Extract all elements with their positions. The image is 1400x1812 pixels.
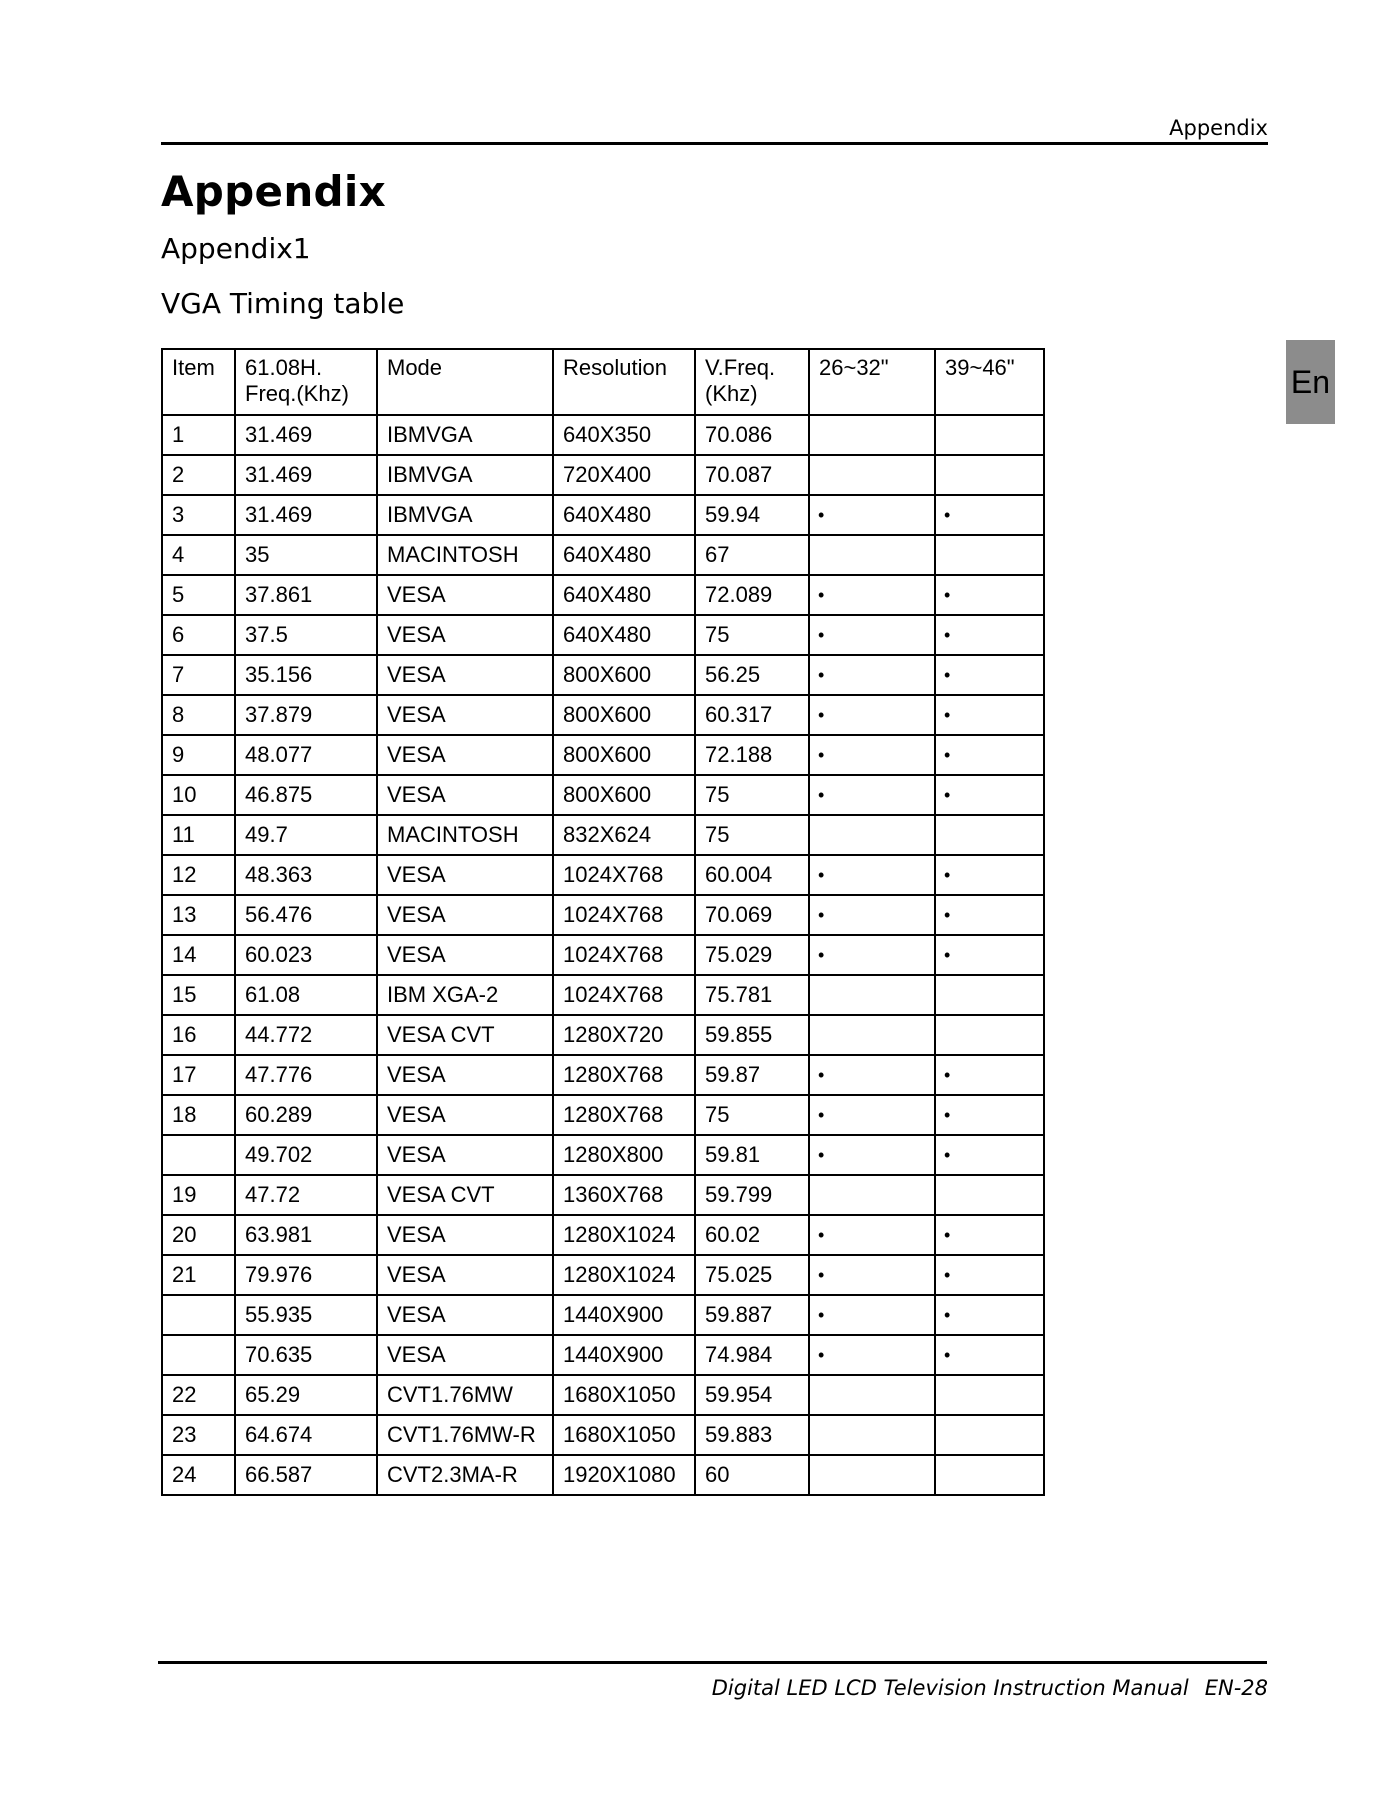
table-cell: 1: [162, 415, 235, 455]
table-cell: 7: [162, 655, 235, 695]
table-cell: 1680X1050: [553, 1375, 695, 1415]
table-cell: [162, 1335, 235, 1375]
table-cell: [935, 1455, 1044, 1495]
header-cell: Item: [162, 349, 235, 415]
header-cell: V.Freq. (Khz): [695, 349, 809, 415]
table-title: VGA Timing table: [161, 287, 405, 320]
table-cell: 56.476: [235, 895, 377, 935]
table-row: [162, 1415, 1044, 1455]
table-cell: 4: [162, 535, 235, 575]
table-cell: •: [809, 855, 935, 895]
table-cell: [935, 415, 1044, 455]
table-row: [162, 855, 1044, 895]
table-row: [162, 815, 1044, 855]
table-row: [162, 655, 1044, 695]
table-cell: VESA: [377, 1255, 553, 1295]
table-cell: •: [935, 895, 1044, 935]
table-cell: VESA: [377, 1055, 553, 1095]
table-cell: •: [935, 1095, 1044, 1135]
table-cell: 59.855: [695, 1015, 809, 1055]
table-cell: [935, 1175, 1044, 1215]
table-cell: [809, 455, 935, 495]
table-cell: •: [809, 895, 935, 935]
page-title: Appendix: [161, 167, 386, 216]
table-cell: 22: [162, 1375, 235, 1415]
table-cell: 2: [162, 455, 235, 495]
table-cell: •: [809, 1215, 935, 1255]
table-cell: VESA: [377, 1095, 553, 1135]
table-body: [162, 415, 1044, 1495]
table-cell: IBMVGA: [377, 455, 553, 495]
table-cell: MACINTOSH: [377, 535, 553, 575]
table-cell: VESA: [377, 1335, 553, 1375]
table-cell: 18: [162, 1095, 235, 1135]
table-cell: 47.776: [235, 1055, 377, 1095]
table-cell: 49.702: [235, 1135, 377, 1175]
table-cell: 1280X720: [553, 1015, 695, 1055]
table-cell: 67: [695, 535, 809, 575]
table-cell: 47.72: [235, 1175, 377, 1215]
table-row: [162, 1295, 1044, 1335]
table-cell: 1024X768: [553, 895, 695, 935]
table-cell: [809, 1015, 935, 1055]
table-cell: •: [809, 1335, 935, 1375]
table-cell: 60.02: [695, 1215, 809, 1255]
table-cell: [935, 1375, 1044, 1415]
table-cell: 37.5: [235, 615, 377, 655]
table-cell: •: [935, 495, 1044, 535]
table-cell: 20: [162, 1215, 235, 1255]
table-cell: CVT1.76MW-R: [377, 1415, 553, 1455]
table-cell: 75.781: [695, 975, 809, 1015]
running-header: Appendix: [1169, 116, 1268, 140]
table-row: [162, 935, 1044, 975]
table-cell: 61.08: [235, 975, 377, 1015]
table-cell: •: [809, 1295, 935, 1335]
table-cell: 832X624: [553, 815, 695, 855]
table-cell: 59.954: [695, 1375, 809, 1415]
table-cell: •: [809, 575, 935, 615]
table-cell: [935, 1415, 1044, 1455]
table-cell: •: [935, 1135, 1044, 1175]
table-row: [162, 535, 1044, 575]
appendix-subtitle: Appendix1: [161, 232, 311, 265]
table-cell: VESA: [377, 615, 553, 655]
table-cell: 19: [162, 1175, 235, 1215]
table-row: [162, 575, 1044, 615]
table-row: [162, 455, 1044, 495]
table-row: [162, 1375, 1044, 1415]
footer-rule: [158, 1661, 1267, 1664]
table-cell: 37.861: [235, 575, 377, 615]
table-cell: 59.799: [695, 1175, 809, 1215]
table-cell: VESA CVT: [377, 1175, 553, 1215]
table-cell: 63.981: [235, 1215, 377, 1255]
table-cell: •: [809, 775, 935, 815]
table-cell: •: [809, 1055, 935, 1095]
table-cell: 64.674: [235, 1415, 377, 1455]
table-cell: 60.317: [695, 695, 809, 735]
table-cell: VESA: [377, 695, 553, 735]
table-cell: •: [809, 495, 935, 535]
table-cell: 1440X900: [553, 1335, 695, 1375]
table-row: [162, 1215, 1044, 1255]
table-cell: 640X480: [553, 615, 695, 655]
table-cell: MACINTOSH: [377, 815, 553, 855]
table-cell: 31.469: [235, 415, 377, 455]
table-row: [162, 895, 1044, 935]
table-cell: [935, 815, 1044, 855]
table-cell: 15: [162, 975, 235, 1015]
table-cell: 59.883: [695, 1415, 809, 1455]
table-cell: [162, 1295, 235, 1335]
table-cell: 6: [162, 615, 235, 655]
table-cell: 1280X1024: [553, 1215, 695, 1255]
table-cell: CVT1.76MW: [377, 1375, 553, 1415]
table-cell: •: [935, 615, 1044, 655]
page-footer: [712, 1676, 1268, 1700]
table-row: [162, 695, 1044, 735]
table-row: [162, 1095, 1044, 1135]
table-cell: 31.469: [235, 495, 377, 535]
table-cell: VESA: [377, 855, 553, 895]
table-cell: [935, 455, 1044, 495]
table-cell: VESA: [377, 935, 553, 975]
table-cell: 70.069: [695, 895, 809, 935]
header-cell: Resolution: [553, 349, 695, 415]
table-cell: 24: [162, 1455, 235, 1495]
language-tab: En: [1286, 340, 1335, 424]
table-cell: 800X600: [553, 655, 695, 695]
table-cell: 31.469: [235, 455, 377, 495]
table-cell: VESA: [377, 655, 553, 695]
table-cell: 48.363: [235, 855, 377, 895]
table-cell: 5: [162, 575, 235, 615]
table-cell: 75: [695, 775, 809, 815]
table-cell: 60: [695, 1455, 809, 1495]
table-cell: 800X600: [553, 775, 695, 815]
table-cell: 1360X768: [553, 1175, 695, 1215]
table-cell: [809, 1415, 935, 1455]
table-cell: [935, 975, 1044, 1015]
table-cell: 75: [695, 815, 809, 855]
table-cell: [809, 1175, 935, 1215]
header-cell: 26~32": [809, 349, 935, 415]
table-cell: 21: [162, 1255, 235, 1295]
header-cell: 61.08H. Freq.(Khz): [235, 349, 377, 415]
table-row: [162, 1055, 1044, 1095]
table-cell: [162, 1135, 235, 1175]
table-row: [162, 1455, 1044, 1495]
table-cell: 75: [695, 615, 809, 655]
table-cell: [809, 415, 935, 455]
table-cell: 8: [162, 695, 235, 735]
table-cell: •: [935, 575, 1044, 615]
table-cell: •: [935, 775, 1044, 815]
table-cell: •: [935, 655, 1044, 695]
table-cell: 49.7: [235, 815, 377, 855]
table-cell: VESA: [377, 1135, 553, 1175]
table-cell: IBMVGA: [377, 415, 553, 455]
table-cell: •: [809, 1135, 935, 1175]
table-cell: [809, 815, 935, 855]
manual-title: Digital LED LCD Television Instruction Manual: [711, 1676, 1189, 1700]
table-cell: 14: [162, 935, 235, 975]
table-cell: 640X480: [553, 495, 695, 535]
table-cell: 800X600: [553, 695, 695, 735]
table-cell: •: [809, 1255, 935, 1295]
table-cell: 79.976: [235, 1255, 377, 1295]
table-cell: 48.077: [235, 735, 377, 775]
table-cell: 70.086: [695, 415, 809, 455]
table-cell: •: [935, 1055, 1044, 1095]
table-cell: 1920X1080: [553, 1455, 695, 1495]
table-cell: 12: [162, 855, 235, 895]
table-cell: 70.635: [235, 1335, 377, 1375]
table-cell: VESA CVT: [377, 1015, 553, 1055]
table-cell: 60.004: [695, 855, 809, 895]
table-cell: [935, 535, 1044, 575]
table-row: [162, 1335, 1044, 1375]
table-cell: 17: [162, 1055, 235, 1095]
table-cell: •: [809, 615, 935, 655]
table-cell: 56.25: [695, 655, 809, 695]
table-cell: •: [935, 735, 1044, 775]
table-row: [162, 1255, 1044, 1295]
table-cell: 640X350: [553, 415, 695, 455]
table-cell: VESA: [377, 1295, 553, 1335]
table-cell: 35: [235, 535, 377, 575]
table-cell: •: [809, 735, 935, 775]
table-row: [162, 1015, 1044, 1055]
table-cell: [935, 1015, 1044, 1055]
table-cell: 1024X768: [553, 975, 695, 1015]
table-cell: 720X400: [553, 455, 695, 495]
table-cell: VESA: [377, 735, 553, 775]
table-cell: 9: [162, 735, 235, 775]
table-row: [162, 495, 1044, 535]
table-cell: •: [935, 1295, 1044, 1335]
table-cell: 59.94: [695, 495, 809, 535]
table-row: [162, 415, 1044, 455]
table-row: [162, 735, 1044, 775]
table-cell: 800X600: [553, 735, 695, 775]
table-cell: 75.025: [695, 1255, 809, 1295]
table-cell: 1280X800: [553, 1135, 695, 1175]
table-cell: 59.87: [695, 1055, 809, 1095]
table-cell: [809, 975, 935, 1015]
table-cell: 74.984: [695, 1335, 809, 1375]
table-cell: •: [935, 695, 1044, 735]
table-row: [162, 775, 1044, 815]
table-header-row: [162, 349, 1044, 415]
table-cell: IBM XGA-2: [377, 975, 553, 1015]
table-cell: 72.188: [695, 735, 809, 775]
table-cell: 59.81: [695, 1135, 809, 1175]
table-cell: 1680X1050: [553, 1415, 695, 1455]
table-cell: •: [809, 655, 935, 695]
table-cell: VESA: [377, 775, 553, 815]
table-cell: 11: [162, 815, 235, 855]
table-cell: 44.772: [235, 1015, 377, 1055]
table-cell: 59.887: [695, 1295, 809, 1335]
table-cell: 640X480: [553, 575, 695, 615]
table-row: [162, 1175, 1044, 1215]
table-cell: 10: [162, 775, 235, 815]
header-cell: 39~46": [935, 349, 1044, 415]
table-cell: 46.875: [235, 775, 377, 815]
table-cell: •: [809, 695, 935, 735]
table-cell: 1280X1024: [553, 1255, 695, 1295]
table-cell: •: [935, 1215, 1044, 1255]
table-cell: VESA: [377, 575, 553, 615]
table-cell: [809, 535, 935, 575]
table-cell: 3: [162, 495, 235, 535]
vga-timing-table: [161, 348, 1045, 1496]
header-rule: [161, 142, 1268, 145]
table-row: [162, 615, 1044, 655]
table-cell: VESA: [377, 895, 553, 935]
table-cell: IBMVGA: [377, 495, 553, 535]
page-number: EN-28: [1204, 1676, 1268, 1700]
table-cell: 37.879: [235, 695, 377, 735]
table-cell: 23: [162, 1415, 235, 1455]
table-row: [162, 975, 1044, 1015]
table-cell: 55.935: [235, 1295, 377, 1335]
table-cell: 1440X900: [553, 1295, 695, 1335]
table-cell: •: [935, 855, 1044, 895]
table-cell: 1280X768: [553, 1055, 695, 1095]
table-row: [162, 1135, 1044, 1175]
table-cell: 1024X768: [553, 855, 695, 895]
table-cell: 60.289: [235, 1095, 377, 1135]
table-cell: •: [935, 1255, 1044, 1295]
table-cell: 60.023: [235, 935, 377, 975]
table-cell: 1280X768: [553, 1095, 695, 1135]
table-cell: 16: [162, 1015, 235, 1055]
table-cell: •: [935, 935, 1044, 975]
table-cell: 66.587: [235, 1455, 377, 1495]
table-cell: 1024X768: [553, 935, 695, 975]
table-cell: •: [935, 1335, 1044, 1375]
table-cell: CVT2.3MA-R: [377, 1455, 553, 1495]
table-cell: 75.029: [695, 935, 809, 975]
table-cell: 35.156: [235, 655, 377, 695]
table-cell: 72.089: [695, 575, 809, 615]
table-cell: 65.29: [235, 1375, 377, 1415]
table-cell: VESA: [377, 1215, 553, 1255]
table-cell: [809, 1455, 935, 1495]
table-cell: •: [809, 935, 935, 975]
table-cell: 13: [162, 895, 235, 935]
table-cell: 640X480: [553, 535, 695, 575]
table-cell: 75: [695, 1095, 809, 1135]
table-cell: •: [809, 1095, 935, 1135]
table-cell: 70.087: [695, 455, 809, 495]
table-cell: [809, 1375, 935, 1415]
header-cell: Mode: [377, 349, 553, 415]
